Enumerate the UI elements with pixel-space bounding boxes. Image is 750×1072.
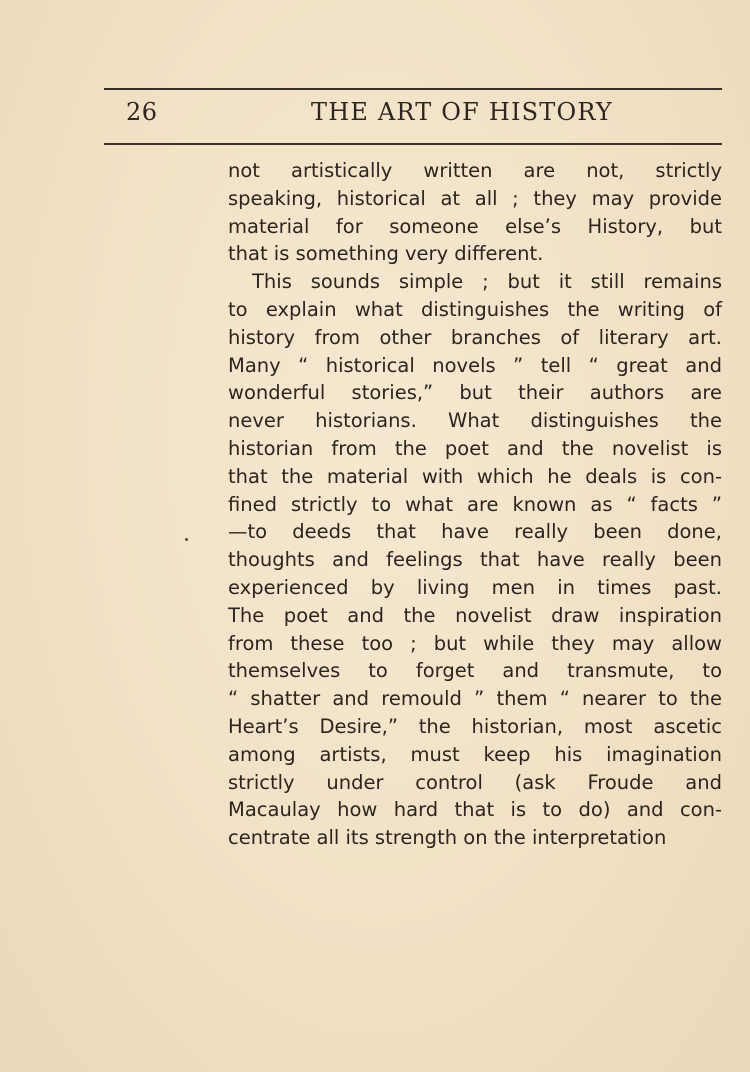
text-line: wonderful stories,” but their authors are xyxy=(228,381,722,405)
text-line: history from other branches of literary art. xyxy=(228,325,722,349)
text-line: Many “ historical novels ” tell “ great and xyxy=(228,353,722,377)
text-line: fined strictly to what are known as “ facts ” xyxy=(228,492,722,516)
text-line: —to deeds that have really been done, xyxy=(228,520,722,544)
text-line: speaking, historical at all ; they may provide xyxy=(228,186,722,210)
text-line: to explain what distinguishes the writing of xyxy=(228,297,722,321)
header-top-rule xyxy=(104,88,722,90)
text-line: material for someone else’s History, but xyxy=(228,214,722,238)
header-bottom-rule xyxy=(104,143,722,145)
page-number: 26 xyxy=(126,98,158,126)
text-line: themselves to forget and transmute, to xyxy=(228,659,722,683)
text-line: centrate all its strength on the interpretation xyxy=(228,826,667,850)
text-line: that the material with which he deals is con- xyxy=(228,464,722,488)
body-text xyxy=(228,157,722,852)
text-line: This sounds simple ; but it still remains xyxy=(252,270,722,294)
page-header xyxy=(104,96,722,136)
text-line: The poet and the novelist draw inspiration xyxy=(228,603,722,627)
text-line: Heart’s Desire,” the historian, most ascetic xyxy=(228,714,722,738)
text-line: strictly under control (ask Froude and xyxy=(228,770,722,794)
text-line: thoughts and feelings that have really been xyxy=(228,548,722,572)
text-line: “ shatter and remould ” them “ nearer to the xyxy=(228,687,722,711)
text-line: historian from the poet and the novelist is xyxy=(228,436,722,460)
text-line: that is something very different. xyxy=(228,242,544,266)
running-head: THE ART OF HISTORY xyxy=(311,98,613,126)
text-line: among artists, must keep his imagination xyxy=(228,742,722,766)
text-line: Macaulay how hard that is to do) and con- xyxy=(228,798,722,822)
text-line: never historians. What distinguishes the xyxy=(228,409,722,433)
text-line: experienced by living men in times past. xyxy=(228,575,722,599)
text-line: from these too ; but while they may allow xyxy=(228,631,722,655)
margin-speck xyxy=(185,538,188,541)
text-line: not artistically written are not, strictly xyxy=(228,159,722,182)
